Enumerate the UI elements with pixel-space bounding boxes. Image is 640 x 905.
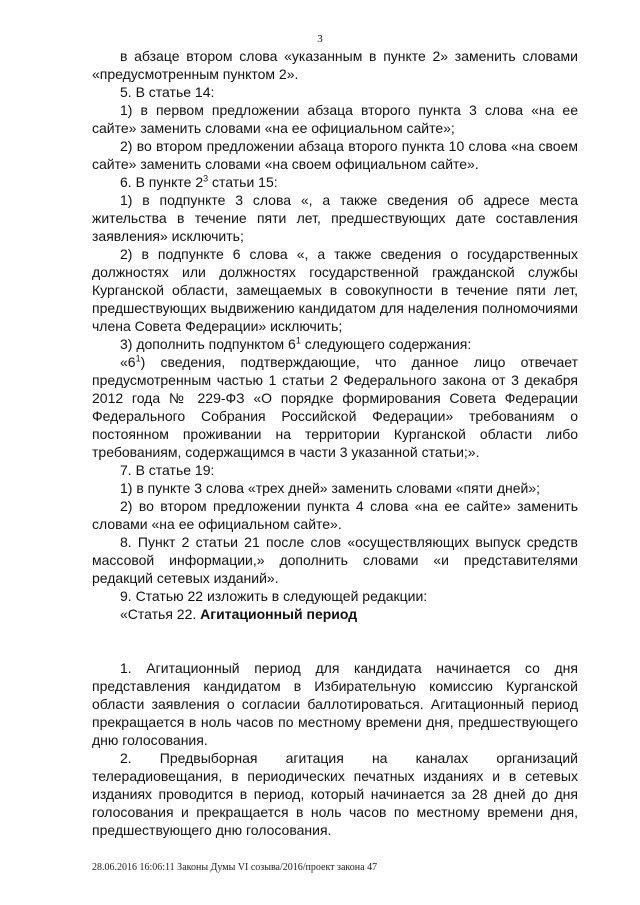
paragraph: 1) в первом предложении абзаца второго пункта 3 слова «на ее сайте» заменить словами «на ее официальном сайте»; <box>92 102 578 136</box>
paragraph: 1) в подпункте 3 слова «, а также сведения об адресе места жительства в течение пяти лет, предшествующих дате составления заявления» исключить; <box>92 192 578 244</box>
article-heading <box>92 605 578 623</box>
paragraph: 7. В статье 19: <box>120 462 215 478</box>
article-prefix: «Статья 22. <box>120 606 201 622</box>
paragraph: 2) во втором предложении абзаца второго пункта 10 слова «на своем сайте» заменить словами «на своем официальном сайте». <box>92 138 578 172</box>
paragraph: 1) в пункте 3 слова «трех дней» заменить словами «пяти дней»; <box>120 480 540 496</box>
paragraph <box>92 173 578 191</box>
paragraph: 5. В статье 14: <box>120 84 215 100</box>
document-body <box>92 47 578 839</box>
superscript: 3 <box>203 173 209 184</box>
paragraph: 2. Предвыборная агитация на каналах организаций телерадиовещания, в периодических печатных изданиях и в сетевых изданиях проводится в период, который начинается за 28 дней до дня голосования и прекращается в ноль часов по местному времени дня, предшествующего дню голосования. <box>92 750 578 838</box>
paragraph: 8. Пункт 2 статьи 21 после слов «осуществляющих выпуск средств массовой информации,» дополнить словами «и представителями редакций сетевых изданий». <box>92 534 578 586</box>
superscript: 1 <box>295 335 301 346</box>
paragraph: в абзаце втором слова «указанным в пункте 2» заменить словами «предусмотренным пунктом 2». <box>92 48 578 82</box>
superscript: 1 <box>135 353 141 364</box>
paragraph-text: «6 <box>120 354 136 370</box>
paragraph <box>92 335 578 353</box>
paragraph-text: следующего содержания: <box>300 336 472 352</box>
paragraph-text: статьи 15: <box>208 174 278 190</box>
paragraph: 2) во втором предложении пункта 4 слова «на ее сайте» заменить словами «на ее официальном сайте». <box>92 498 578 532</box>
paragraph: 2) в подпункте 6 слова «, а также сведения о государственных должностях или должностях государственной гражданской службы Курганской области, замещаемых в совокупности в течение пяти лет, предшествующих выдвижению кандидатом для наделения полномочиями члена Совета Федерации» исключить; <box>92 246 578 334</box>
paragraph-text: 3) дополнить подпунктом 6 <box>120 336 296 352</box>
paragraph <box>92 353 578 461</box>
footer: 28.06.2016 16:06:11 Законы Думы VI созыва/2016/проект закона 47 <box>92 862 378 873</box>
paragraph-text: ) сведения, подтверждающие, что данное лицо отвечает предусмотренным частью 1 статьи 2 Федерального закона от 3 декабря 2012 года № 229-ФЗ «О порядке формирования Совета Федерации Федерального Собрания Российской Федерации» требованиям о постоянном проживании на территории Курганской области либо требованиям, содержащимся в части 3 указанной статьи;». <box>92 354 578 460</box>
article-title: Агитационный период <box>200 606 358 622</box>
paragraph-text: 6. В пункте 2 <box>120 174 204 190</box>
paragraph: 1. Агитационный период для кандидата начинается со дня представления кандидатом в Избирательную комиссию Курганской области заявления о согласии баллотироваться. Агитационный период прекращается в ноль часов по местному времени дня, предшествующего дню голосования. <box>92 660 578 748</box>
page-number: 3 <box>317 33 323 45</box>
paragraph: 9. Статью 22 изложить в следующей редакции: <box>120 588 428 604</box>
